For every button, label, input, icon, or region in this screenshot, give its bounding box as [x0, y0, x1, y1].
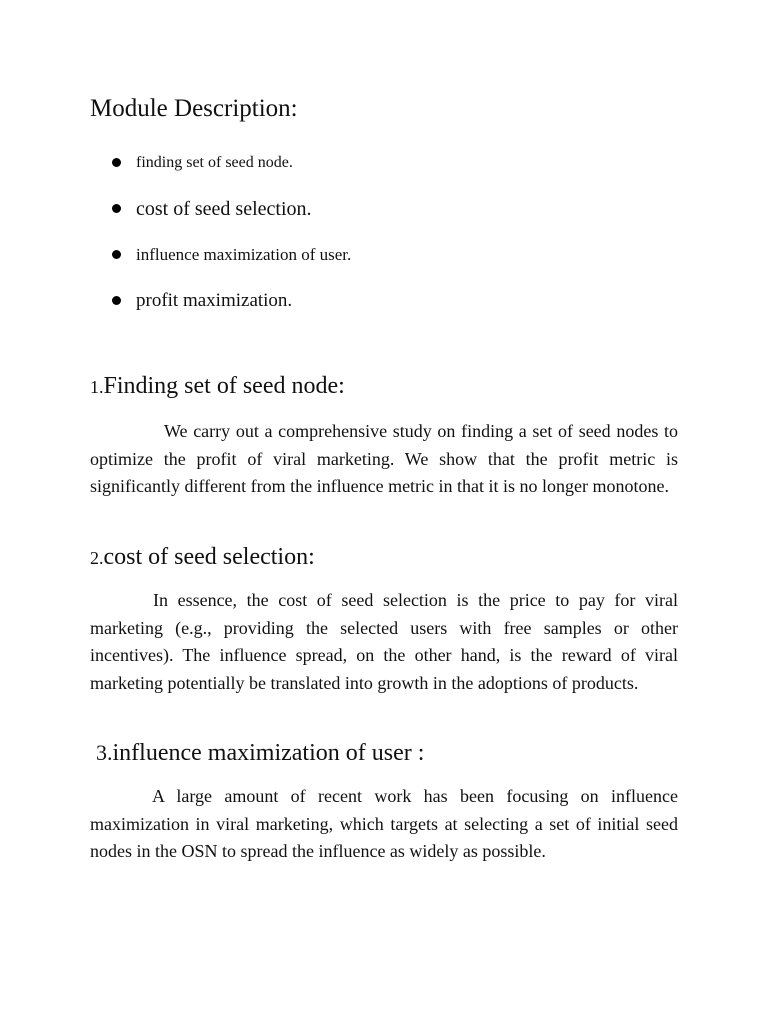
section-heading-cost-seed-selection: [90, 541, 315, 574]
module-description-heading: Module Description:: [90, 95, 298, 122]
section-number: 3.: [96, 740, 113, 765]
bullet-text: finding set of seed node.: [136, 154, 293, 171]
bullet-item: [108, 186, 351, 232]
section-heading-influence-maximization: [96, 737, 424, 769]
bullet-text: influence maximization of user.: [136, 245, 352, 264]
bullet-item: [108, 140, 351, 186]
section-body-cost-seed-selection: In essence, the cost of seed selection is the price to pay for viral marketing (e.g., providing the selected users with free samples or other incentives). The influence spread, on the other hand, is the reward of viral marketing potentially be translated into growth in the adoptions of products.: [90, 590, 678, 693]
bullet-dot-icon: [112, 158, 121, 167]
module-bullet-list: [108, 140, 351, 324]
bullet-item: [108, 232, 351, 278]
bullet-text: cost of seed selection.: [136, 198, 312, 220]
section-number: 2.: [90, 548, 104, 568]
bullet-dot-icon: [112, 296, 121, 305]
section-body-finding-seed-node: We carry out a comprehensive study on finding a set of seed nodes to optimize the profit of viral marketing. We show that the profit metric is significantly different from the influence metric in that it is no longer monotone.: [90, 421, 678, 496]
section-title: cost of seed selection:: [103, 544, 315, 570]
section-body-influence-maximization: A large amount of recent work has been focusing on influence maximization in viral marketing, which targets at selecting a set of initial seed nodes in the OSN to spread the influence as widely as possible.: [90, 786, 678, 861]
bullet-dot-icon: [112, 204, 121, 213]
section-title: influence maximization of user :: [112, 740, 425, 766]
section-number: 1.: [90, 377, 104, 397]
section-title: Finding set of seed node:: [103, 373, 345, 399]
bullet-text: profit maximization.: [136, 290, 293, 311]
bullet-dot-icon: [112, 250, 121, 259]
section-heading-finding-seed-node: [90, 370, 345, 403]
bullet-item: [108, 278, 351, 324]
